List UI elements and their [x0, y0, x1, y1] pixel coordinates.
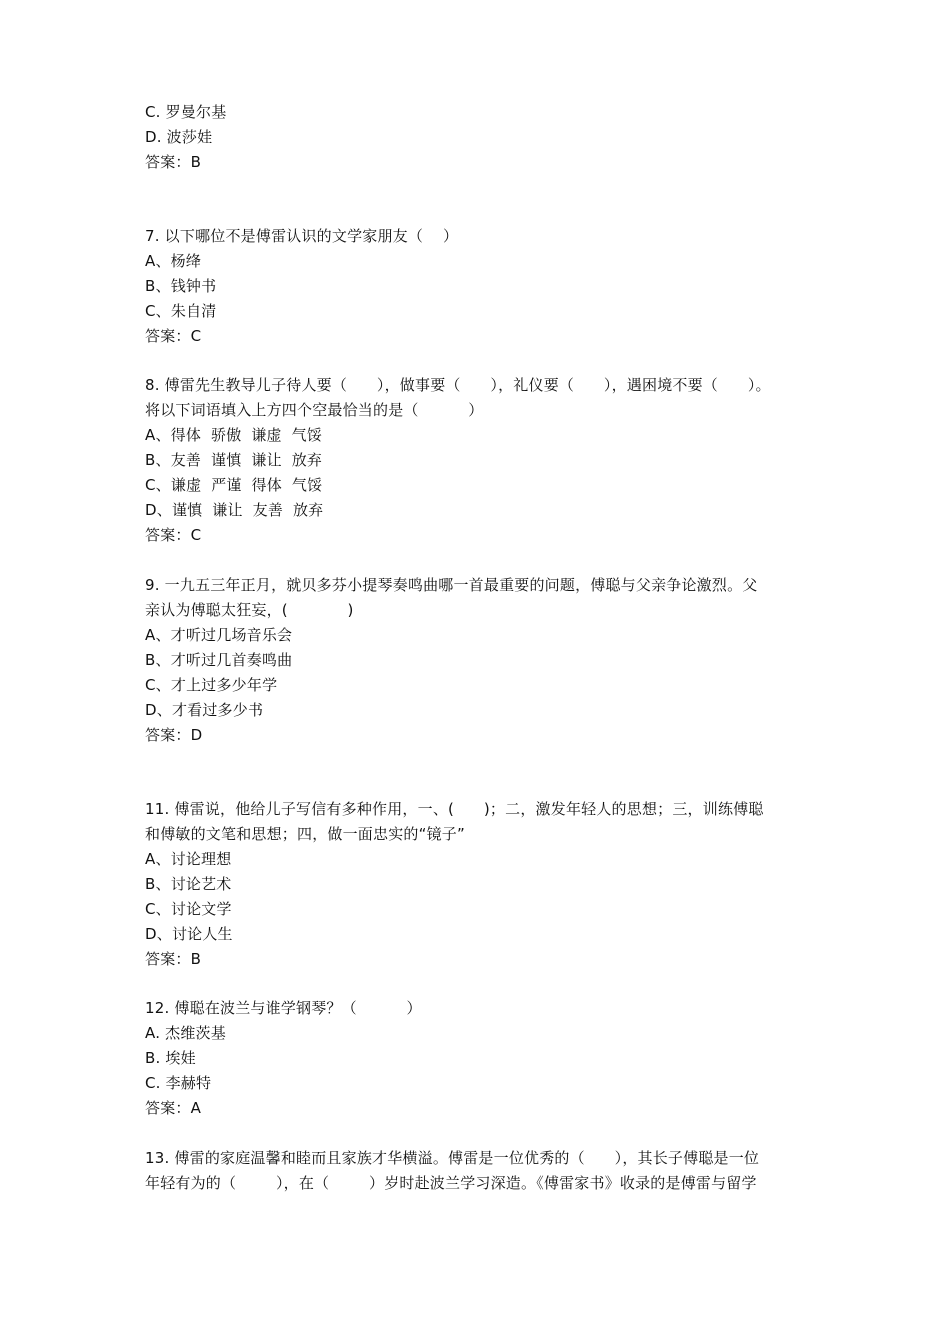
q7-option-a: A、杨绛	[145, 252, 202, 270]
q9-option-a: A、才听过几场音乐会	[145, 626, 293, 644]
q8-option-c: C、谦虚 严谨 得体 气馁	[145, 476, 323, 494]
q11-option-c: C、讨论文学	[145, 900, 232, 918]
q13-question-line-2: 年轻有为的（ ），在（ ）岁时赴波兰学习深造。《傅雷家书》收录的是傅雷与留学	[145, 1174, 757, 1192]
q12-option-c: C. 李赫特	[145, 1074, 212, 1092]
q11-option-b: B、讨论艺术	[145, 875, 232, 893]
q7-answer: 答案：C	[145, 327, 202, 345]
q12-answer: 答案：A	[145, 1099, 202, 1117]
q7-option-c: C、朱自清	[145, 302, 217, 320]
q9-question-line-2: 亲认为傅聪太狂妄，( )	[145, 601, 354, 619]
q9-option-d: D、才看过多少书	[145, 701, 264, 719]
q6-option-c: C. 罗曼尔基	[145, 103, 227, 121]
q7-option-b: B、钱钟书	[145, 277, 217, 295]
q8-option-d: D、谨慎 谦让 友善 放弃	[145, 501, 324, 519]
q12-option-a: A. 杰维茨基	[145, 1024, 226, 1042]
q11-option-d: D、讨论人生	[145, 925, 233, 943]
q13-question-line-1: 13. 傅雷的家庭温馨和睦而且家族才华横溢。傅雷是一位优秀的（ ），其长子傅聪是一位	[145, 1149, 760, 1167]
q7-question: 7. 以下哪位不是傅雷认识的文学家朋友（ ）	[145, 227, 459, 245]
q6-answer: 答案：B	[145, 153, 202, 171]
q12-question: 12. 傅聪在波兰与谁学钢琴？（ ）	[145, 999, 422, 1017]
q9-option-c: C、才上过多少年学	[145, 676, 278, 694]
q9-option-b: B、才听过几首奏鸣曲	[145, 651, 293, 669]
q8-question-line-2: 将以下词语填入上方四个空最恰当的是（ ）	[145, 401, 484, 419]
q9-question-line-1: 9. 一九五三年正月，就贝多芬小提琴奏鸣曲哪一首最重要的问题，傅聪与父亲争论激烈。父	[145, 576, 758, 594]
q8-answer: 答案：C	[145, 526, 202, 544]
q8-option-b: B、友善 谨慎 谦让 放弃	[145, 451, 323, 469]
q11-question-line-1: 11. 傅雷说，他给儿子写信有多种作用，一、( )；二，激发年轻人的思想；三，训练傅聪	[145, 800, 764, 818]
q8-question-line-1: 8. 傅雷先生教导儿子待人要（ ），做事要（ ），礼仪要（ ），遇困境不要（ ）。	[145, 376, 771, 394]
q11-answer: 答案：B	[145, 950, 202, 968]
q12-option-b: B. 埃娃	[145, 1049, 196, 1067]
q9-answer: 答案：D	[145, 726, 203, 744]
q8-option-a: A、得体 骄傲 谦虚 气馁	[145, 426, 323, 444]
q11-question-line-2: 和傅敏的文笔和思想；四，做一面忠实的“镜子”	[145, 825, 465, 843]
q11-option-a: A、讨论理想	[145, 850, 232, 868]
q6-option-d: D. 波莎娃	[145, 128, 213, 146]
